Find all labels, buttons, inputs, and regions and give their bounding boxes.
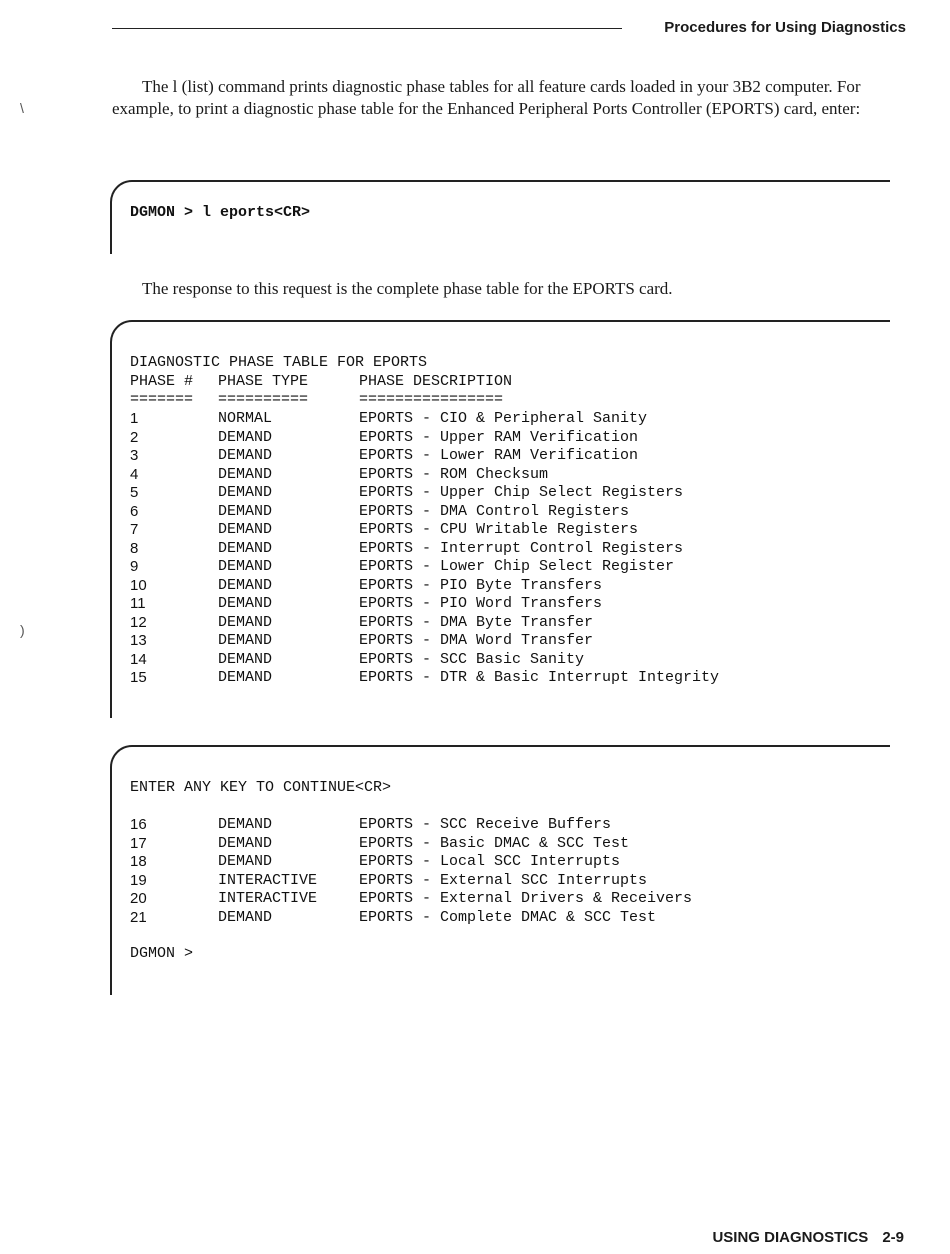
phase-row xyxy=(130,651,870,669)
phase-description: EPORTS - External Drivers & Receivers xyxy=(359,890,693,907)
command-line: DGMON > l eports<CR> xyxy=(130,204,311,221)
phase-description: EPORTS - PIO Byte Transfers xyxy=(359,576,603,594)
phase-row xyxy=(130,521,870,539)
phase-type: DEMAND xyxy=(218,632,273,649)
phase-row xyxy=(130,835,870,853)
phase-description: EPORTS - Interrupt Control Registers xyxy=(359,539,684,557)
phase-row xyxy=(130,872,870,890)
phase-row xyxy=(130,503,870,521)
phase-description: EPORTS - External SCC Interrupts xyxy=(359,871,648,889)
phase-table-screen xyxy=(110,320,890,718)
phase-description: EPORTS - CIO & Peripheral Sanity xyxy=(359,410,648,427)
phase-row xyxy=(130,540,870,558)
phase-row xyxy=(130,890,870,908)
intro-text: The l (list) command prints diagnostic phase tables for all feature cards loaded in your 3B2 computer. For example, to print a diagnostic phase table for the Enhanced Peripheral Ports Controller (EPORTS) card, enter: xyxy=(112,77,861,118)
phase-row xyxy=(130,577,870,595)
phase-number: 10 xyxy=(130,576,147,594)
phase-row xyxy=(130,410,870,428)
phase-description: EPORTS - Basic DMAC & SCC Test xyxy=(359,834,630,852)
phase-description: EPORTS - PIO Word Transfers xyxy=(359,595,603,612)
phase-number: 9 xyxy=(130,558,139,575)
phase-type: DEMAND xyxy=(218,834,273,852)
separator-type: ========== xyxy=(218,391,309,408)
column-header-type: PHASE TYPE xyxy=(218,373,309,390)
phase-row xyxy=(130,909,870,927)
phase-description: EPORTS - DMA Word Transfer xyxy=(359,632,594,649)
phase-row xyxy=(130,853,870,871)
phase-row xyxy=(130,429,870,447)
phase-description: EPORTS - DMA Byte Transfer xyxy=(359,613,594,631)
phase-number: 13 xyxy=(130,632,147,649)
intro-paragraph xyxy=(112,76,902,120)
phase-type: DEMAND xyxy=(218,650,273,668)
phase-description: EPORTS - DMA Control Registers xyxy=(359,502,630,520)
margin-mark: ) xyxy=(20,622,25,638)
phase-type: DEMAND xyxy=(218,908,273,926)
phase-type: DEMAND xyxy=(218,465,273,483)
phase-type: DEMAND xyxy=(218,853,273,870)
phase-type: DEMAND xyxy=(218,428,273,446)
phase-description: EPORTS - SCC Basic Sanity xyxy=(359,650,585,668)
running-header: Procedures for Using Diagnostics xyxy=(664,19,906,36)
margin-mark: \ xyxy=(20,100,24,116)
phase-row xyxy=(130,447,870,465)
dgmon-prompt: DGMON > xyxy=(130,945,194,962)
phase-number: 12 xyxy=(130,613,147,631)
phase-number: 14 xyxy=(130,650,147,668)
phase-description: EPORTS - SCC Receive Buffers xyxy=(359,816,612,833)
page-footer xyxy=(712,1229,904,1246)
phase-number: 17 xyxy=(130,834,147,852)
phase-row xyxy=(130,669,870,687)
separator-phase: ======= xyxy=(130,391,194,408)
phase-type: INTERACTIVE xyxy=(218,890,318,907)
phase-description: EPORTS - Lower Chip Select Register xyxy=(359,558,675,575)
phase-number: 11 xyxy=(130,595,146,612)
phase-number: 3 xyxy=(130,447,139,464)
phase-type: DEMAND xyxy=(218,576,273,594)
response-paragraph xyxy=(112,278,902,300)
response-text: The response to this request is the complete phase table for the EPORTS card. xyxy=(142,279,673,298)
phase-number: 2 xyxy=(130,428,139,446)
header-rule xyxy=(112,28,622,29)
phase-type: DEMAND xyxy=(218,613,273,631)
phase-description: EPORTS - Upper Chip Select Registers xyxy=(359,484,684,501)
phase-table-header-row xyxy=(130,373,870,391)
phase-type: DEMAND xyxy=(218,595,273,612)
phase-row xyxy=(130,484,870,502)
phase-type: DEMAND xyxy=(218,484,273,501)
phase-row xyxy=(130,595,870,613)
phase-number: 6 xyxy=(130,502,139,520)
phase-number: 21 xyxy=(130,908,147,926)
phase-description: EPORTS - CPU Writable Registers xyxy=(359,521,639,538)
phase-description: EPORTS - Lower RAM Verification xyxy=(359,447,639,464)
column-header-phase: PHASE # xyxy=(130,373,194,390)
phase-row xyxy=(130,614,870,632)
phase-number: 18 xyxy=(130,853,147,870)
phase-description: EPORTS - Complete DMAC & SCC Test xyxy=(359,908,657,926)
phase-type: DEMAND xyxy=(218,447,273,464)
phase-number: 15 xyxy=(130,669,147,686)
phase-table-title: DIAGNOSTIC PHASE TABLE FOR EPORTS xyxy=(130,354,428,371)
phase-number: 7 xyxy=(130,521,139,538)
phase-type: NORMAL xyxy=(218,410,273,427)
separator-description: ================ xyxy=(359,391,504,408)
phase-description: EPORTS - ROM Checksum xyxy=(359,465,549,483)
continue-screen xyxy=(110,745,890,995)
phase-number: 4 xyxy=(130,465,139,483)
phase-number: 8 xyxy=(130,539,139,557)
phase-type: DEMAND xyxy=(218,816,273,833)
command-screen xyxy=(110,180,890,254)
phase-type: DEMAND xyxy=(218,539,273,557)
phase-table-separator-row xyxy=(130,391,870,409)
page-number: 2-9 xyxy=(882,1229,904,1246)
phase-number: 19 xyxy=(130,871,147,889)
phase-row xyxy=(130,558,870,576)
footer-section: USING DIAGNOSTICS xyxy=(712,1229,869,1246)
phase-description: EPORTS - Upper RAM Verification xyxy=(359,428,639,446)
phase-type: INTERACTIVE xyxy=(218,871,318,889)
phase-number: 5 xyxy=(130,484,139,501)
continue-prompt: ENTER ANY KEY TO CONTINUE<CR> xyxy=(130,779,392,796)
phase-type: DEMAND xyxy=(218,558,273,575)
phase-description: EPORTS - DTR & Basic Interrupt Integrity xyxy=(359,669,720,686)
phase-description: EPORTS - Local SCC Interrupts xyxy=(359,853,621,870)
phase-row xyxy=(130,466,870,484)
phase-number: 16 xyxy=(130,816,147,833)
phase-number: 1 xyxy=(130,410,139,427)
phase-number: 20 xyxy=(130,890,147,907)
phase-type: DEMAND xyxy=(218,669,273,686)
phase-type: DEMAND xyxy=(218,502,273,520)
phase-row xyxy=(130,632,870,650)
phase-row xyxy=(130,816,870,834)
column-header-description: PHASE DESCRIPTION xyxy=(359,373,513,390)
phase-type: DEMAND xyxy=(218,521,273,538)
